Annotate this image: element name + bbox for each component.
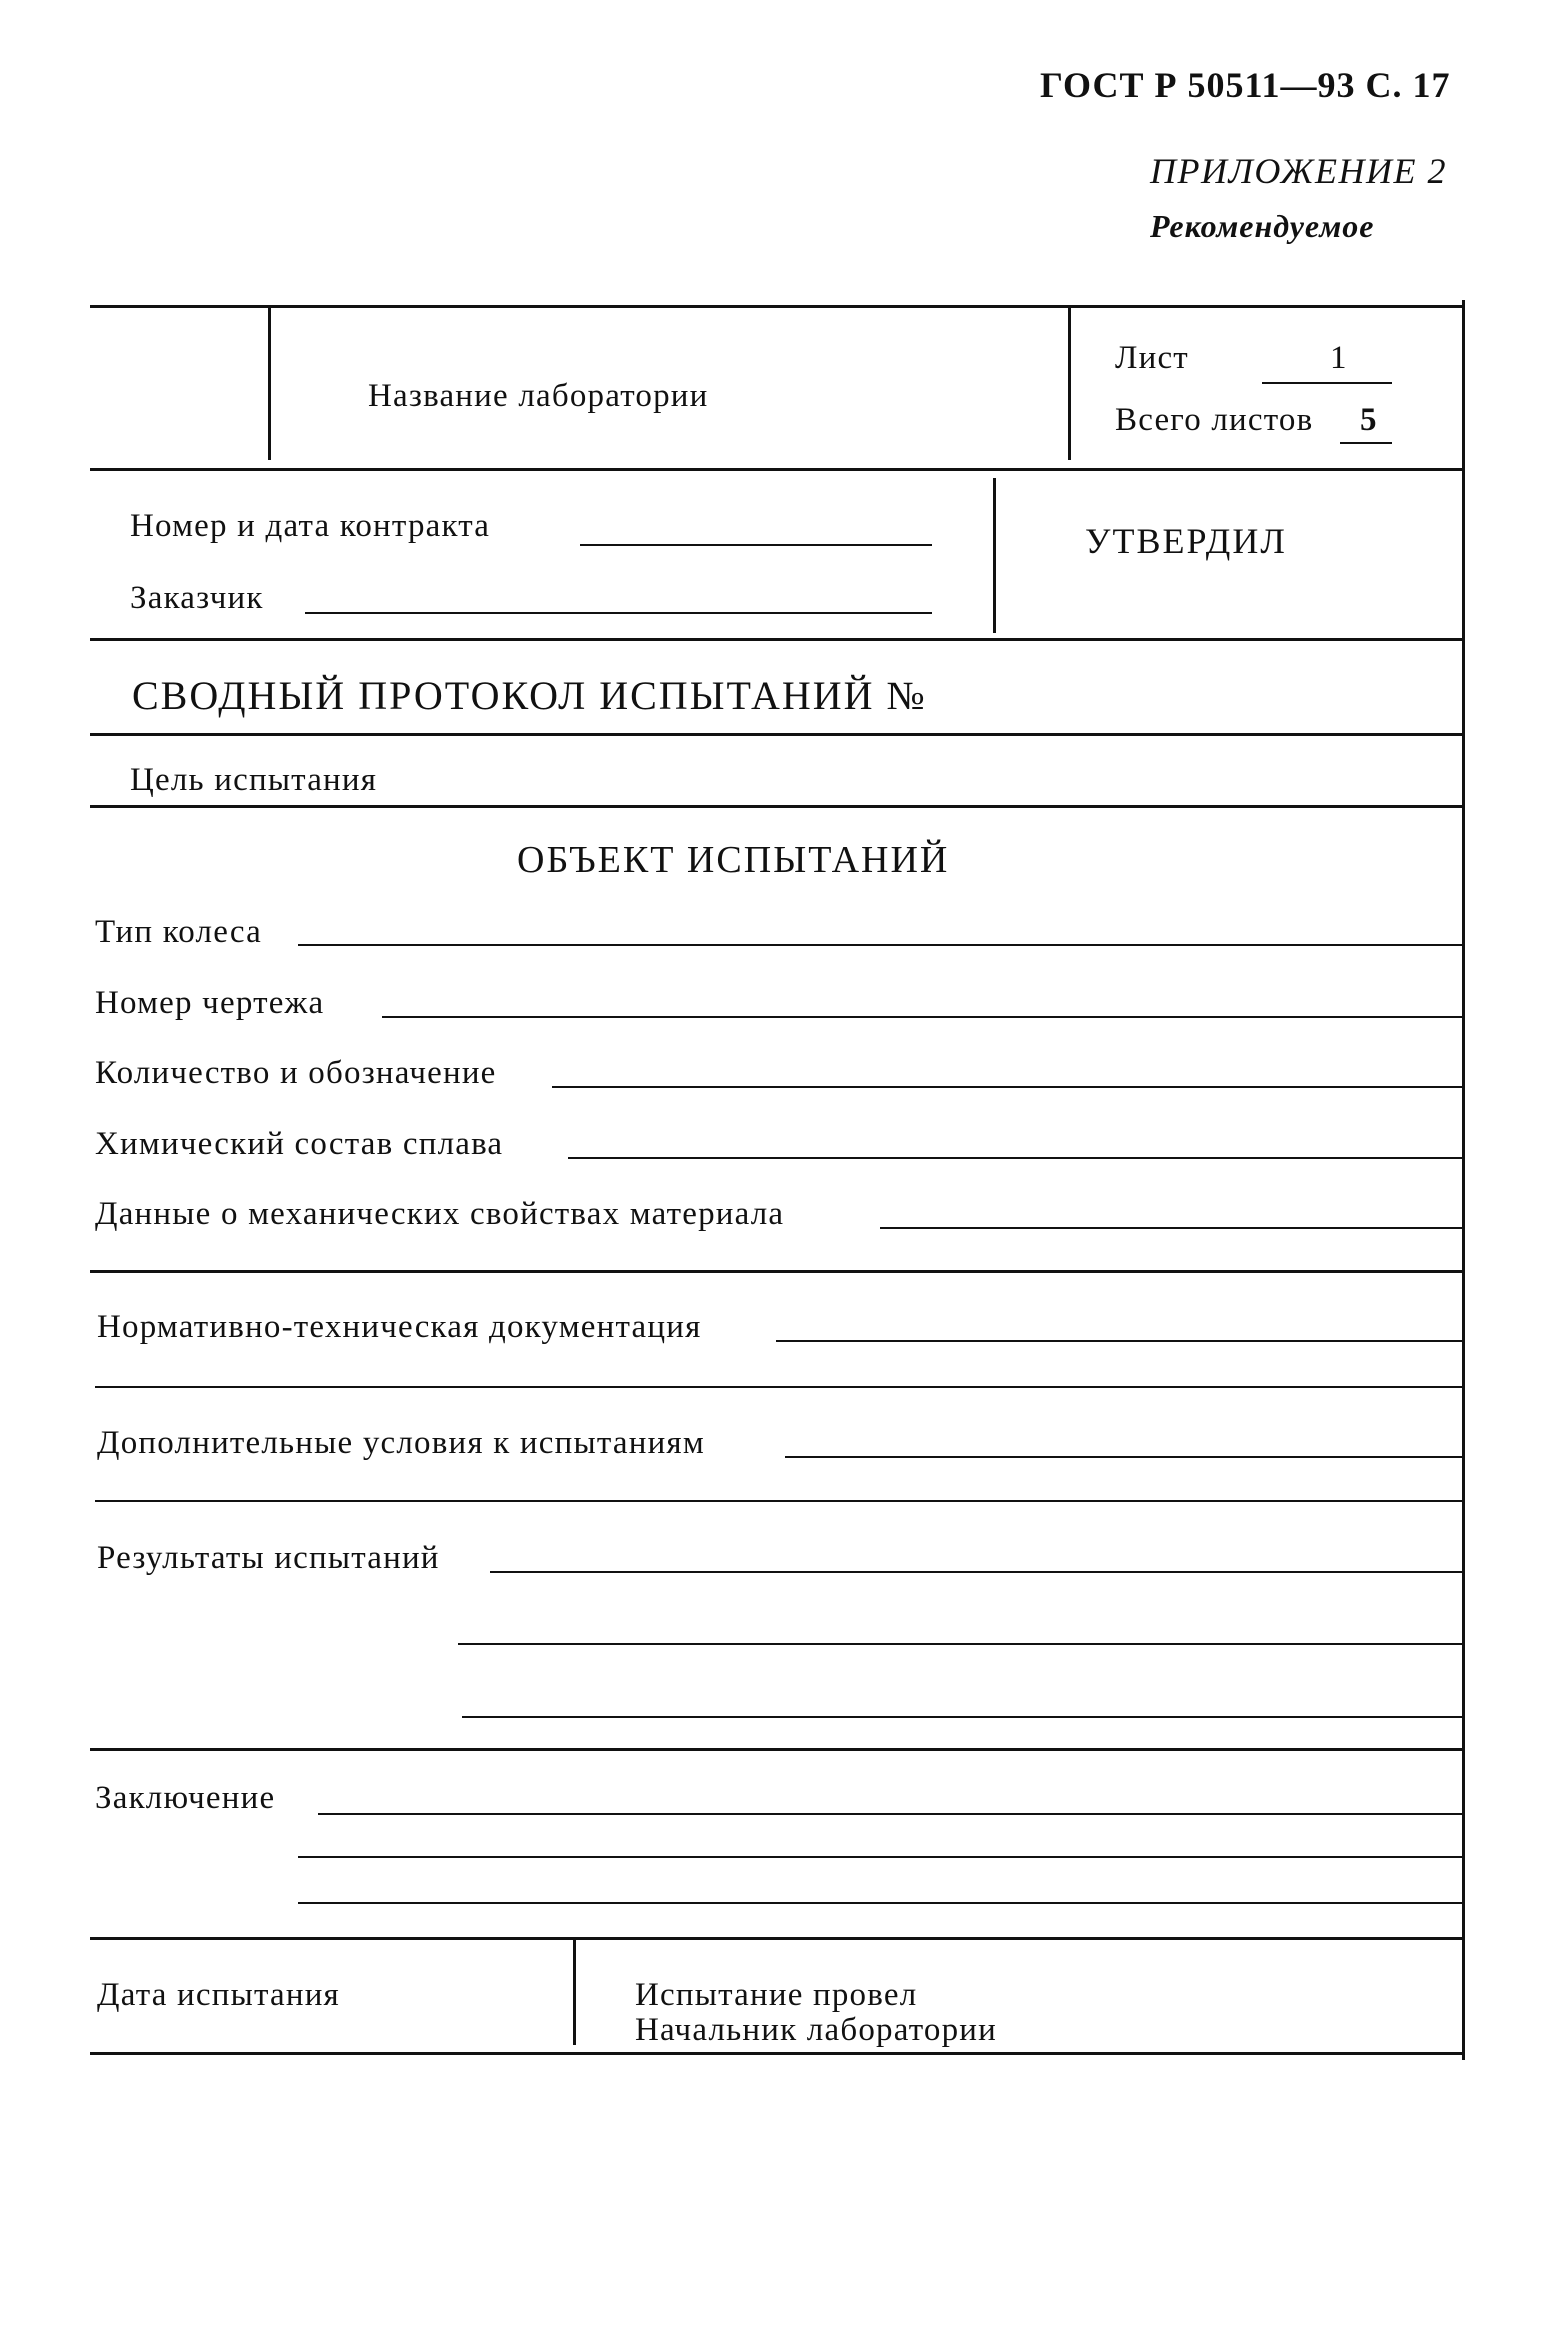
additional-conditions-label: Дополнительные условия к испытаниям <box>97 1425 705 1461</box>
results-line-3 <box>462 1716 1462 1718</box>
drawing-number-label: Номер чертежа <box>95 985 325 1021</box>
recommended-label: Рекомендуемое <box>1150 208 1375 244</box>
divider-title-top <box>90 638 1462 641</box>
conclusion-label: Заключение <box>95 1780 276 1816</box>
object-heading: ОБЪЕКТ ИСПЫТАНИЙ <box>517 839 950 881</box>
divider-top <box>90 305 1462 308</box>
frame-right-edge <box>1462 300 1465 2060</box>
divider-footer-bottom <box>90 2052 1462 2055</box>
divider-lab-right <box>1068 305 1071 460</box>
quantity-designation-field[interactable] <box>552 1052 1462 1088</box>
additional-conditions-extra-line <box>95 1500 1462 1502</box>
divider-results-bottom <box>90 1748 1462 1751</box>
lab-name-label: Название лаборатории <box>368 378 709 414</box>
purpose-underline <box>90 805 1462 808</box>
divider-title-bottom <box>90 733 1462 736</box>
quantity-designation-label: Количество и обозначение <box>95 1055 497 1091</box>
divider-object-bottom <box>90 1270 1462 1273</box>
lab-head-label: Начальник лаборатории <box>635 2012 998 2048</box>
results-field[interactable] <box>490 1537 1462 1573</box>
normative-docs-label: Нормативно-техническая документация <box>97 1309 702 1345</box>
divider-footer-middle <box>573 1937 576 2045</box>
divider-contract-top <box>90 468 1462 471</box>
results-line-2 <box>458 1643 1462 1645</box>
protocol-title: СВОДНЫЙ ПРОТОКОЛ ИСПЫТАНИЙ № <box>132 673 927 718</box>
mechanical-properties-label: Данные о механических свойствах материала <box>95 1196 785 1232</box>
test-date-label: Дата испытания <box>97 1977 340 2013</box>
conclusion-line-3 <box>298 1902 1462 1904</box>
total-sheets-value: 5 <box>1360 402 1378 438</box>
normative-docs-field[interactable] <box>776 1306 1462 1342</box>
purpose-label: Цель испытания <box>130 762 378 798</box>
chemical-composition-label: Химический состав сплава <box>95 1126 504 1162</box>
sheet-value-underline <box>1262 382 1392 384</box>
chemical-composition-field[interactable] <box>568 1123 1462 1159</box>
results-label: Результаты испытаний <box>97 1540 440 1576</box>
mechanical-properties-field[interactable] <box>880 1193 1462 1229</box>
normative-docs-extra-line <box>95 1386 1462 1388</box>
customer-label: Заказчик <box>130 580 264 616</box>
approved-label: УТВЕРДИЛ <box>1085 521 1287 561</box>
gost-header: ГОСТ Р 50511—93 С. 17 <box>1040 65 1451 105</box>
wheel-type-label: Тип колеса <box>95 914 262 950</box>
appendix-label: ПРИЛОЖЕНИЕ 2 <box>1150 151 1447 191</box>
wheel-type-field[interactable] <box>298 910 1462 946</box>
divider-contract-approved <box>993 478 996 633</box>
divider-footer-top <box>90 1937 1462 1940</box>
divider-lab-left <box>268 305 271 460</box>
total-sheets-label: Всего листов <box>1115 402 1314 438</box>
test-by-label: Испытание провел <box>635 1977 918 2013</box>
sheet-label: Лист <box>1115 340 1189 376</box>
contract-label: Номер и дата контракта <box>130 508 491 544</box>
contract-field[interactable] <box>580 510 932 546</box>
conclusion-field[interactable] <box>318 1779 1462 1815</box>
customer-field[interactable] <box>305 578 932 614</box>
additional-conditions-field[interactable] <box>785 1422 1462 1458</box>
drawing-number-field[interactable] <box>382 982 1462 1018</box>
conclusion-line-2 <box>298 1856 1462 1858</box>
sheet-value: 1 <box>1330 340 1348 376</box>
total-sheets-underline <box>1340 442 1392 444</box>
